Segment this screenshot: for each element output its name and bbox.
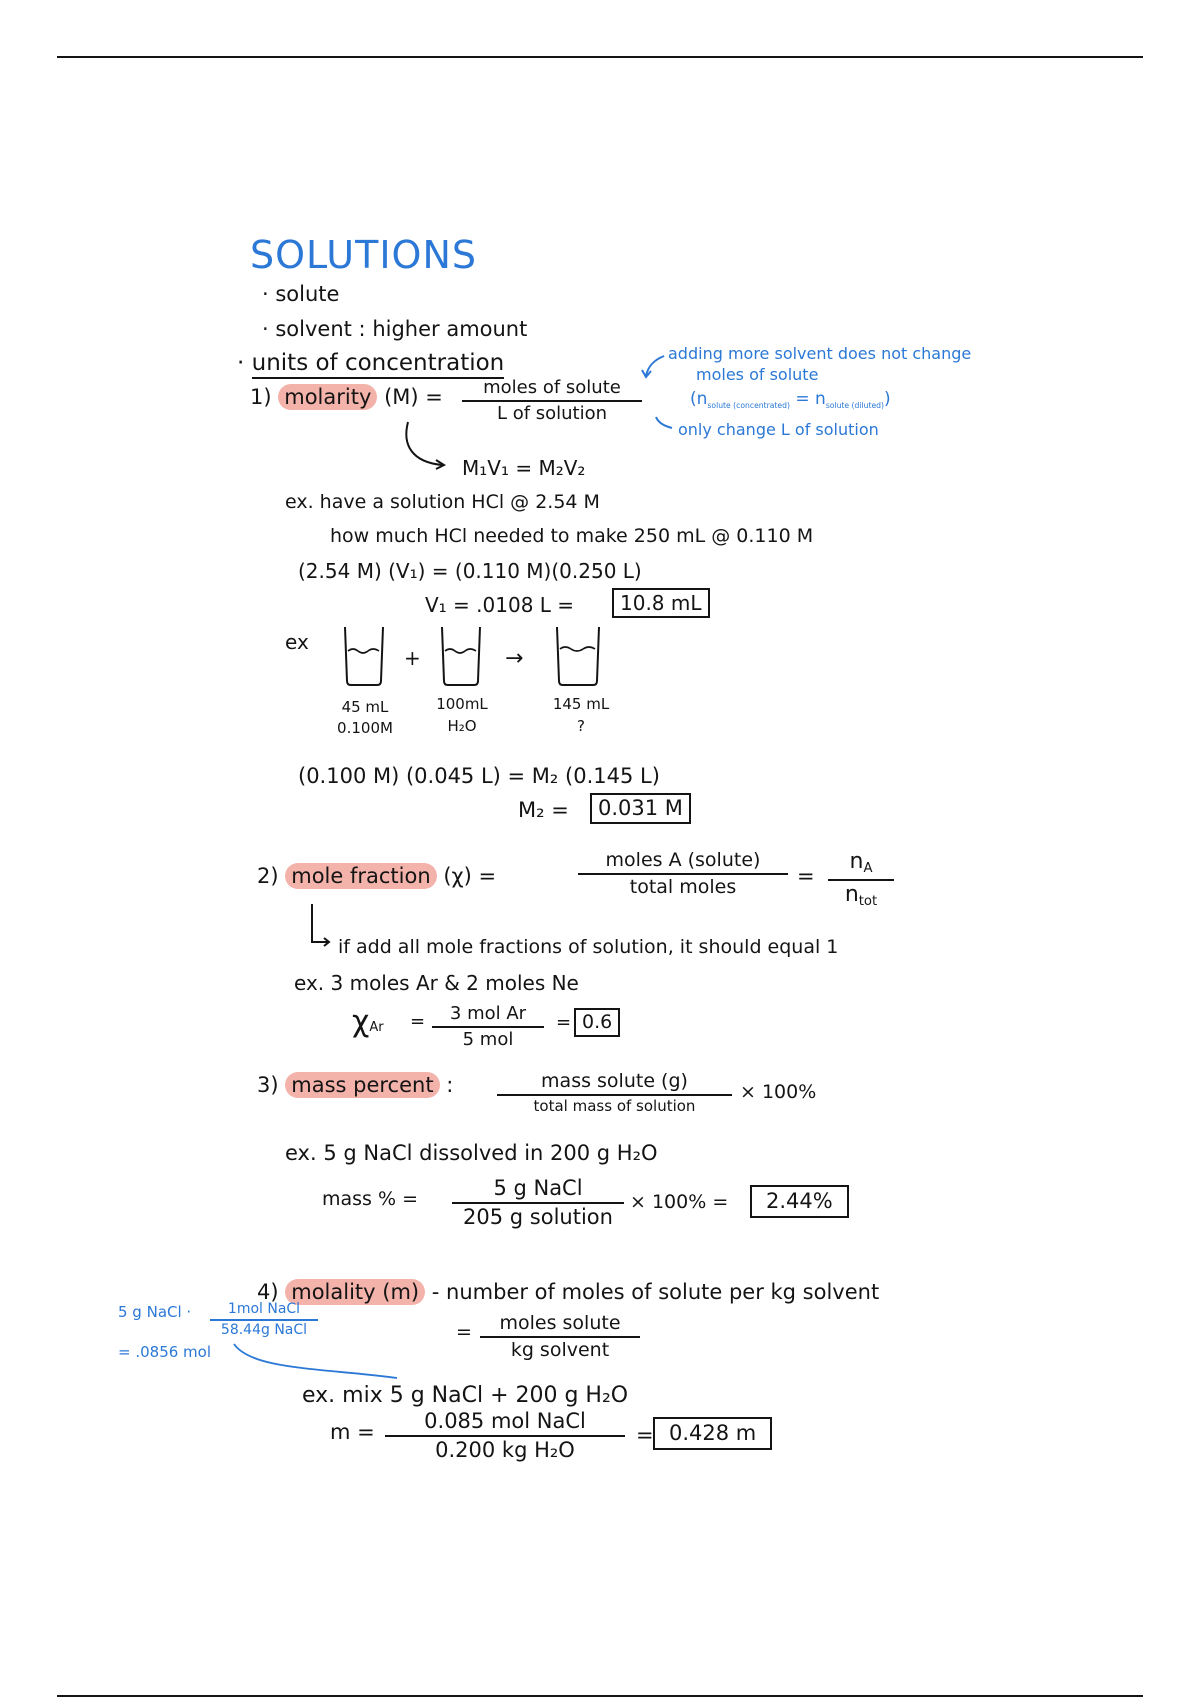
note-n-left: (n: [690, 389, 708, 409]
bullet-solvent: · solvent : higher amount: [262, 317, 528, 341]
mole-fraction-note: if add all mole fractions of solution, it should equal 1: [338, 936, 839, 958]
mole-fraction-heading: [257, 866, 496, 887]
mole-fraction-frac-den: total moles: [629, 875, 737, 898]
ex1-line4: V₁ = .0108 L =: [425, 593, 575, 617]
reaction-arrow: →: [505, 646, 524, 671]
mole-fraction-frac-num: moles A (solute): [578, 850, 788, 875]
chi-answer-eq: =: [556, 1012, 572, 1033]
mass-percent-calc-den: 205 g solution: [463, 1205, 613, 1230]
ex2-line2: M₂ =: [518, 798, 569, 822]
mass-percent-calc-label: mass % =: [322, 1188, 419, 1210]
solvent-note: higher amount: [372, 317, 528, 341]
note-line3: [690, 391, 891, 410]
side-calc-frac-num: 1mol NaCl: [210, 1302, 318, 1321]
note-close: ): [884, 389, 891, 409]
mass-percent-frac-num: mass solute (g): [497, 1071, 732, 1096]
mole-fraction-label: mole fraction: [285, 863, 436, 889]
molarity-number: 1): [250, 385, 272, 409]
beaker-2-icon: [440, 625, 482, 687]
note-line2: moles of solute: [696, 365, 819, 384]
note-sub-left: solute (concentrated): [707, 401, 790, 410]
beaker-1-icon: [343, 625, 385, 687]
plus-sign: +: [404, 646, 421, 670]
molality-eq: =: [456, 1321, 472, 1343]
side-calc-connector: [232, 1340, 402, 1382]
mass-percent-fraction: [497, 1071, 732, 1114]
molality-number: 4): [257, 1280, 279, 1304]
beaker-3-icon: [555, 625, 601, 687]
molality-frac-num: moles solute: [480, 1313, 640, 1338]
molality-calc-num: 0.085 mol NaCl: [385, 1410, 625, 1437]
molality-heading: [257, 1282, 879, 1303]
side-calc-fraction: [210, 1302, 318, 1339]
solvent-label: solvent: [275, 317, 352, 341]
molarity-heading: [250, 387, 443, 408]
ex1-line3: (2.54 M) (V₁) = (0.110 M)(0.250 L): [298, 559, 642, 583]
ex1-line1: ex. have a solution HCl @ 2.54 M: [285, 491, 600, 513]
side-calc-frac-den: 58.44g NaCl: [220, 1322, 308, 1339]
molality-definition: - number of moles of solute per kg solvent: [431, 1280, 880, 1304]
molality-calc-eq: =: [636, 1423, 654, 1447]
ex1-answer-box: 10.8 mL: [612, 588, 710, 618]
top-rule: [57, 56, 1143, 58]
chi-frac-num: 3 mol Ar: [432, 1004, 544, 1028]
dilution-arrow: [400, 420, 460, 470]
note-line1: adding more solvent does not change: [668, 344, 972, 363]
beaker-2-volume: 100mL: [436, 695, 488, 713]
mass-percent-calc-num: 5 g NaCl: [452, 1177, 624, 1204]
molality-fraction: [480, 1313, 640, 1361]
mole-fraction-symbol: (χ) =: [443, 864, 497, 888]
chi-ar: χAr: [352, 1004, 384, 1039]
note-line4: only change L of solution: [678, 420, 879, 439]
mole-fraction-arrow: [306, 902, 336, 950]
units-heading: · units of concentration: [237, 352, 504, 375]
chi-frac-den: 5 mol: [462, 1028, 514, 1050]
beaker-3-volume: 145 mL: [552, 695, 610, 713]
page-title: SOLUTIONS: [250, 233, 477, 277]
mass-percent-frac-den: total mass of solution: [533, 1096, 696, 1115]
bottom-rule: [57, 1695, 1143, 1697]
ex2-answer-box: 0.031 M: [590, 793, 691, 824]
mole-fraction-fraction: [578, 850, 788, 898]
solute-label: solute: [275, 282, 340, 306]
mass-percent-colon: :: [446, 1073, 454, 1097]
molality-answer-box: 0.428 m: [653, 1417, 772, 1450]
molarity-symbol: (M) =: [384, 385, 443, 409]
molality-calc-den: 0.200 kg H₂O: [435, 1438, 575, 1463]
mass-percent-heading: [257, 1075, 453, 1096]
chi-fraction: [432, 1004, 544, 1050]
mass-percent-number: 3): [257, 1073, 279, 1097]
ex2-label: ex: [285, 630, 309, 654]
ex2-line1: (0.100 M) (0.045 L) = M₂ (0.145 L): [298, 764, 660, 788]
molality-calc-label: m =: [330, 1420, 375, 1444]
molarity-frac-num: moles of solute: [462, 378, 642, 402]
bullet-solute: · solute: [262, 282, 340, 306]
side-calc-result: = .0856 mol: [118, 1343, 212, 1361]
molarity-fraction: [462, 378, 642, 424]
mole-fraction-eq: =: [797, 864, 815, 888]
n-a: $n_A$: [828, 850, 894, 881]
chi-answer-box: 0.6: [574, 1008, 620, 1037]
side-calc-line1: 5 g NaCl ·: [118, 1303, 192, 1321]
note-eq: =: [795, 389, 810, 409]
n-tot: $n_{tot}$: [844, 881, 878, 909]
note-sub-right: solute (diluted): [825, 401, 885, 410]
molarity-label: molarity: [278, 384, 377, 410]
note-n-right: n: [815, 389, 826, 409]
molarity-frac-den: L of solution: [496, 402, 608, 424]
mass-percent-ex-line: ex. 5 g NaCl dissolved in 200 g H₂O: [285, 1141, 658, 1165]
mole-fraction-n-fraction: [828, 850, 894, 909]
ex1-line2: how much HCl needed to make 250 mL @ 0.110 M: [330, 525, 814, 547]
dilution-formula: M₁V₁ = M₂V₂: [462, 456, 586, 480]
units-heading-text: units of concentration: [252, 350, 505, 379]
mole-fraction-ex-line: ex. 3 moles Ar & 2 moles Ne: [294, 971, 579, 995]
note-arrow-up: [640, 352, 670, 382]
molality-calc-fraction: [385, 1410, 625, 1462]
mole-fraction-number: 2): [257, 864, 279, 888]
beaker-1-conc: 0.100M: [337, 719, 393, 737]
beaker-2-content: H₂O: [447, 717, 477, 735]
chi-eq: =: [410, 1011, 426, 1032]
mass-percent-calc-times: × 100% =: [630, 1191, 729, 1213]
mass-percent-answer-box: 2.44%: [750, 1185, 849, 1218]
beaker-3-conc: ?: [577, 717, 585, 735]
molality-frac-den: kg solvent: [510, 1338, 610, 1361]
molality-label: molality (m): [285, 1279, 425, 1305]
mass-percent-calc-fraction: [452, 1177, 624, 1229]
mass-percent-label: mass percent: [285, 1072, 439, 1098]
beaker-1-volume: 45 mL: [341, 698, 389, 716]
molality-ex-line: ex. mix 5 g NaCl + 200 g H₂O: [302, 1383, 629, 1408]
mass-percent-times: × 100%: [740, 1081, 817, 1103]
